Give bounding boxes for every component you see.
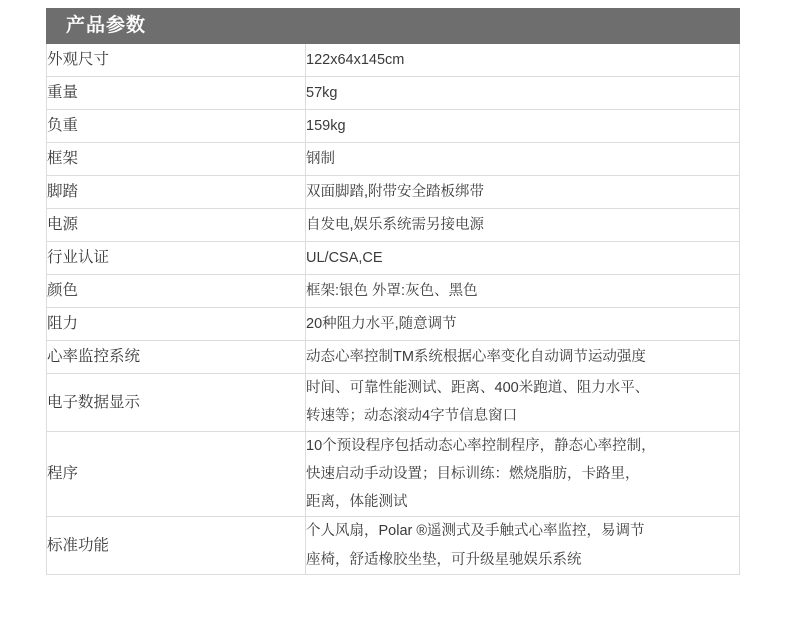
spec-value: [306, 209, 740, 242]
spec-label: 颜色: [47, 275, 306, 308]
spec-value: [306, 517, 740, 575]
spec-value-line: 20种阻力水平,随意调节: [306, 315, 457, 332]
spec-value: [306, 44, 740, 77]
spec-value-line: 自发电,娱乐系统需另接电源: [306, 216, 485, 233]
spec-value: [306, 176, 740, 209]
spec-value-line: UL/CSA,CE: [306, 249, 383, 266]
spec-value-line: 时间、可靠性能测试、距离、400米跑道、阻力水平、: [306, 380, 650, 396]
spec-value-line: 个人风扇，Polar ®遥测式及手触式心率监控，易调节: [306, 523, 645, 540]
table-row: [47, 242, 740, 275]
spec-value-line: 57kg: [306, 84, 338, 101]
spec-value: [306, 308, 740, 341]
spec-label: 程序: [47, 431, 306, 517]
spec-value: [306, 242, 740, 275]
spec-section-title: 产品参数: [46, 8, 740, 44]
spec-value-line: 框架:银色 外罩:灰色、黑色: [306, 282, 478, 299]
table-row: [47, 341, 740, 374]
table-row: [47, 275, 740, 308]
spec-table: [46, 44, 740, 575]
spec-value-line: 快速启动手动设置；目标训练：燃烧脂肪，卡路里，: [306, 465, 640, 482]
spec-label: 外观尺寸: [47, 44, 306, 77]
spec-value-line: 双面脚踏,附带安全踏板绑带: [306, 183, 485, 200]
spec-value: [306, 143, 740, 176]
spec-value-line: 122x64x145cm: [306, 51, 405, 68]
spec-label: 阻力: [47, 308, 306, 341]
spec-value: [306, 341, 740, 374]
table-row: [47, 209, 740, 242]
spec-section: [46, 8, 740, 575]
spec-label: 电源: [47, 209, 306, 242]
table-row: [47, 143, 740, 176]
spec-table-body: [47, 44, 740, 574]
table-row: [47, 374, 740, 432]
table-row: [47, 77, 740, 110]
spec-label: 脚踏: [47, 176, 306, 209]
spec-value-line: 159kg: [306, 117, 346, 134]
spec-label: 标准功能: [47, 517, 306, 575]
spec-label: 心率监控系统: [47, 341, 306, 374]
table-row: [47, 308, 740, 341]
spec-value-line: 转速等；动态滚动4字节信息窗口: [306, 408, 518, 425]
spec-value-line: 座椅，舒适橡胶坐垫，可升级星驰娱乐系统: [306, 551, 582, 568]
table-row: [47, 176, 740, 209]
spec-value: [306, 110, 740, 143]
spec-value-line: 距离，体能测试: [306, 494, 408, 511]
spec-label: 重量: [47, 77, 306, 110]
spec-value: [306, 374, 740, 432]
spec-label: 负重: [47, 110, 306, 143]
table-row: [47, 517, 740, 575]
spec-label: 框架: [47, 143, 306, 176]
spec-value: [306, 77, 740, 110]
table-row: [47, 44, 740, 77]
table-row: [47, 110, 740, 143]
table-row: [47, 431, 740, 517]
spec-value-line: 动态心率控制TM系统根据心率变化自动调节运动强度: [306, 348, 646, 365]
spec-label: 电子数据显示: [47, 374, 306, 432]
spec-label: 行业认证: [47, 242, 306, 275]
spec-value-line: 10个预设程序包括动态心率控制程序，静态心率控制，: [306, 437, 656, 454]
spec-value: [306, 275, 740, 308]
spec-value: [306, 431, 740, 517]
spec-value-line: 钢制: [306, 150, 335, 167]
